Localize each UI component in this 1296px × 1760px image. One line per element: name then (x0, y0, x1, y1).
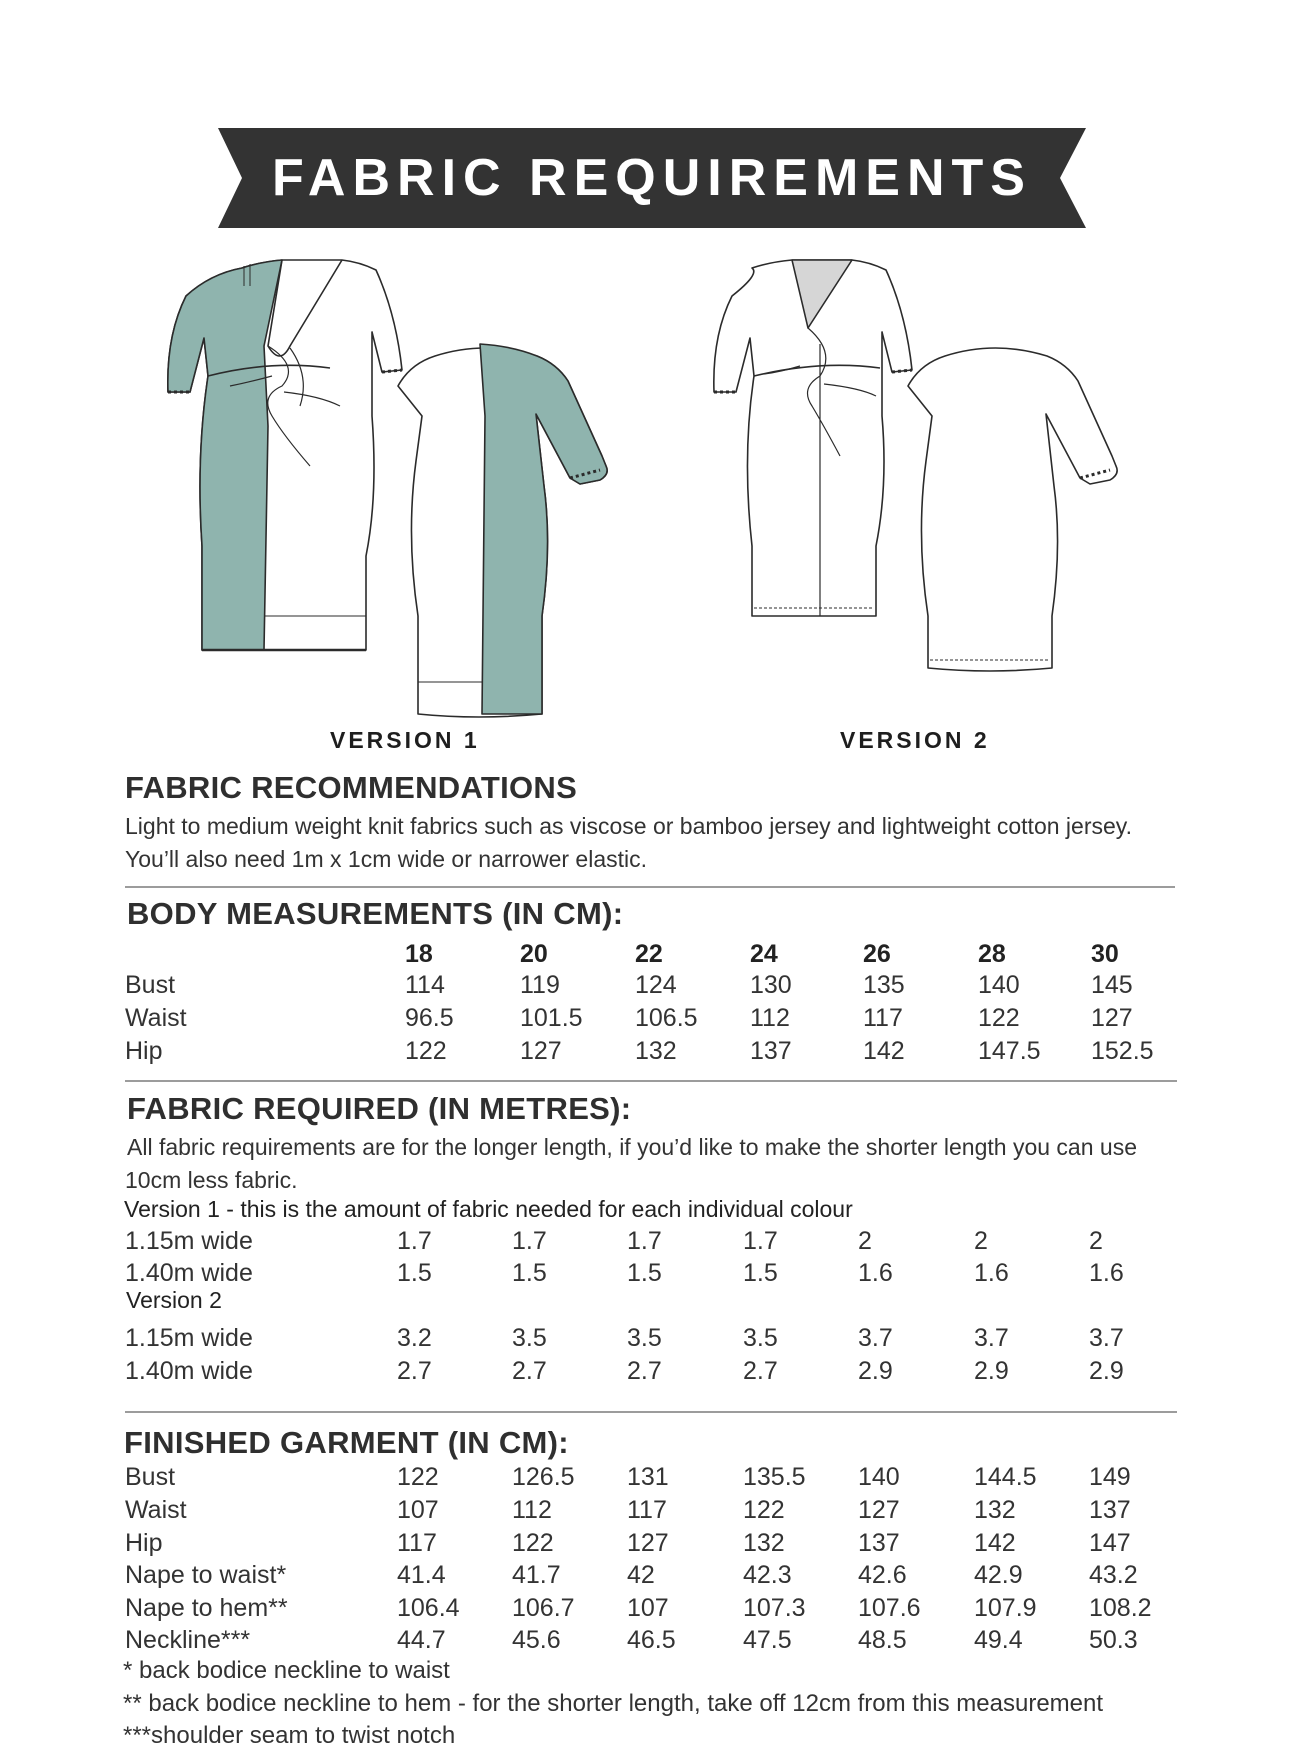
recommendations-line-2: You’ll also need 1m x 1cm wide or narrower elastic. (125, 846, 648, 872)
divider (125, 1411, 1177, 1413)
row-label: Waist (125, 1004, 187, 1032)
table-cell: 137 (1089, 1496, 1131, 1524)
table-cell: 2.7 (743, 1357, 778, 1385)
table-cell: 46.5 (627, 1626, 676, 1654)
table-cell: 43.2 (1089, 1561, 1138, 1589)
table-cell: 2.7 (512, 1357, 547, 1385)
table-cell: 147 (1089, 1529, 1131, 1557)
table-cell: 3.5 (627, 1324, 662, 1352)
size-header: 20 (520, 940, 548, 968)
table-cell: 2.7 (397, 1357, 432, 1385)
row-label: 1.15m wide (125, 1227, 253, 1255)
version-1-label: VERSION 1 (330, 727, 480, 753)
table-row (125, 1496, 1185, 1529)
table-cell: 140 (978, 971, 1020, 999)
table-cell: 127 (858, 1496, 900, 1524)
row-label: Neckline*** (125, 1626, 251, 1654)
table-cell: 108.2 (1089, 1594, 1152, 1622)
table-cell: 127 (520, 1037, 562, 1065)
version-2-front-view (714, 260, 912, 616)
size-header-row (125, 940, 1185, 973)
page-title: FABRIC REQUIREMENTS (272, 149, 1032, 207)
row-label: Bust (125, 1463, 176, 1491)
table-cell: 127 (1091, 1004, 1133, 1032)
size-header: 22 (635, 940, 663, 968)
table-cell: 42 (627, 1561, 655, 1589)
table-row (125, 1227, 1185, 1260)
table-cell: 49.4 (974, 1626, 1023, 1654)
version-1-back-view (398, 344, 607, 717)
table-cell: 132 (743, 1529, 785, 1557)
table-cell: 1.5 (397, 1259, 432, 1287)
table-cell: 122 (405, 1037, 447, 1065)
table-cell: 1.7 (397, 1227, 432, 1255)
table-cell: 112 (750, 1004, 790, 1032)
table-cell: 112 (512, 1496, 552, 1524)
version-1-front-view (168, 260, 402, 650)
table-cell: 106.7 (512, 1594, 575, 1622)
table-cell: 107.6 (858, 1594, 921, 1622)
table-cell: 132 (635, 1037, 677, 1065)
table-cell: 142 (974, 1529, 1016, 1557)
version-2-back-view (908, 348, 1117, 671)
table-cell: 42.9 (974, 1561, 1023, 1589)
garment-illustrations (160, 256, 1140, 726)
row-label: Bust (125, 971, 176, 999)
table-cell: 1.7 (627, 1227, 662, 1255)
table-cell: 44.7 (397, 1626, 446, 1654)
size-header: 26 (863, 940, 891, 968)
row-label: 1.15m wide (125, 1324, 253, 1352)
table-cell: 50.3 (1089, 1626, 1138, 1654)
table-cell: 131 (627, 1463, 669, 1491)
row-label: 1.40m wide (125, 1357, 253, 1385)
table-cell: 3.2 (397, 1324, 432, 1352)
table-cell: 132 (974, 1496, 1016, 1524)
table-cell: 117 (863, 1004, 903, 1032)
table-cell: 101.5 (520, 1004, 583, 1032)
size-header: 28 (978, 940, 1006, 968)
table-cell: 1.6 (974, 1259, 1009, 1287)
footnote: ** back bodice neckline to hem - for the shorter length, take off 12cm from this measurement (123, 1690, 1104, 1717)
table-cell: 2.9 (1089, 1357, 1124, 1385)
table-cell: 45.6 (512, 1626, 561, 1654)
table-cell: 1.7 (512, 1227, 547, 1255)
version-1-subheading: Version 1 - this is the amount of fabric needed for each individual colour (124, 1196, 853, 1222)
table-cell: 2.7 (627, 1357, 662, 1385)
table-cell: 41.4 (397, 1561, 446, 1589)
row-label: Nape to waist* (125, 1561, 287, 1589)
table-cell: 42.6 (858, 1561, 907, 1589)
fabric-note-line-1: All fabric requirements are for the longer length, if you’d like to make the shorter length you can use (127, 1134, 1137, 1160)
table-row (125, 971, 1185, 1004)
finished-garment-heading: FINISHED GARMENT (IN CM): (124, 1425, 569, 1460)
table-cell: 107.3 (743, 1594, 806, 1622)
table-cell: 2.9 (974, 1357, 1009, 1385)
table-row (125, 1561, 1185, 1594)
table-cell: 3.5 (743, 1324, 778, 1352)
table-cell: 126.5 (512, 1463, 575, 1491)
table-cell: 1.6 (1089, 1259, 1124, 1287)
table-cell: 114 (405, 971, 445, 999)
table-cell: 137 (750, 1037, 792, 1065)
table-cell: 2 (974, 1227, 988, 1255)
table-row (125, 1594, 1185, 1627)
table-cell: 106.5 (635, 1004, 698, 1032)
row-label: Hip (125, 1037, 163, 1065)
table-cell: 107 (397, 1496, 439, 1524)
table-cell: 1.5 (743, 1259, 778, 1287)
table-row (125, 1259, 1185, 1292)
table-cell: 41.7 (512, 1561, 561, 1589)
table-cell: 122 (743, 1496, 785, 1524)
table-cell: 145 (1091, 971, 1133, 999)
size-header: 18 (405, 940, 433, 968)
footnote: * back bodice neckline to waist (123, 1657, 450, 1684)
table-cell: 96.5 (405, 1004, 454, 1032)
body-measurements-heading: BODY MEASUREMENTS (IN CM): (127, 896, 624, 931)
table-cell: 2 (1089, 1227, 1103, 1255)
table-cell: 140 (858, 1463, 900, 1491)
divider (125, 886, 1175, 888)
table-cell: 2.9 (858, 1357, 893, 1385)
version-2-label: VERSION 2 (840, 727, 990, 753)
table-row (125, 1626, 1185, 1659)
table-cell: 135 (863, 971, 905, 999)
table-cell: 117 (627, 1496, 667, 1524)
row-label: Hip (125, 1529, 163, 1557)
recommendations-line-1: Light to medium weight knit fabrics such as viscose or bamboo jersey and lightweight cotton jersey. (125, 813, 1132, 839)
table-cell: 149 (1089, 1463, 1131, 1491)
table-cell: 1.6 (858, 1259, 893, 1287)
table-cell: 122 (512, 1529, 554, 1557)
table-cell: 117 (397, 1529, 437, 1557)
table-row (125, 1004, 1185, 1037)
table-cell: 1.7 (743, 1227, 778, 1255)
divider (125, 1080, 1177, 1082)
row-label: Waist (125, 1496, 187, 1524)
table-cell: 1.5 (627, 1259, 662, 1287)
footnote: ***shoulder seam to twist notch (123, 1722, 456, 1749)
table-row (125, 1324, 1185, 1357)
size-header: 30 (1091, 940, 1119, 968)
table-cell: 3.5 (512, 1324, 547, 1352)
table-cell: 142 (863, 1037, 905, 1065)
size-header: 24 (750, 940, 778, 968)
fabric-required-heading: FABRIC REQUIRED (IN METRES): (127, 1091, 632, 1126)
version-2-subheading: Version 2 (126, 1287, 222, 1313)
recommendations-heading: FABRIC RECOMMENDATIONS (125, 770, 578, 805)
table-cell: 144.5 (974, 1463, 1037, 1491)
table-cell: 1.5 (512, 1259, 547, 1287)
fabric-note-line-2: 10cm less fabric. (125, 1167, 298, 1193)
table-cell: 124 (635, 971, 677, 999)
row-label: 1.40m wide (125, 1259, 253, 1287)
row-label: Nape to hem** (125, 1594, 288, 1622)
table-cell: 152.5 (1091, 1037, 1154, 1065)
table-cell: 119 (520, 971, 560, 999)
table-cell: 147.5 (978, 1037, 1041, 1065)
table-row (125, 1463, 1185, 1496)
table-row (125, 1037, 1185, 1070)
table-cell: 122 (397, 1463, 439, 1491)
table-cell: 137 (858, 1529, 900, 1557)
table-cell: 127 (627, 1529, 669, 1557)
table-row (125, 1357, 1185, 1390)
table-cell: 2 (858, 1227, 872, 1255)
table-cell: 122 (978, 1004, 1020, 1032)
table-cell: 3.7 (858, 1324, 893, 1352)
table-cell: 3.7 (1089, 1324, 1124, 1352)
table-cell: 107.9 (974, 1594, 1037, 1622)
table-cell: 3.7 (974, 1324, 1009, 1352)
table-cell: 135.5 (743, 1463, 806, 1491)
table-cell: 107 (627, 1594, 669, 1622)
table-cell: 42.3 (743, 1561, 792, 1589)
table-row (125, 1529, 1185, 1562)
table-cell: 47.5 (743, 1626, 792, 1654)
table-cell: 106.4 (397, 1594, 460, 1622)
table-cell: 48.5 (858, 1626, 907, 1654)
table-cell: 130 (750, 971, 792, 999)
